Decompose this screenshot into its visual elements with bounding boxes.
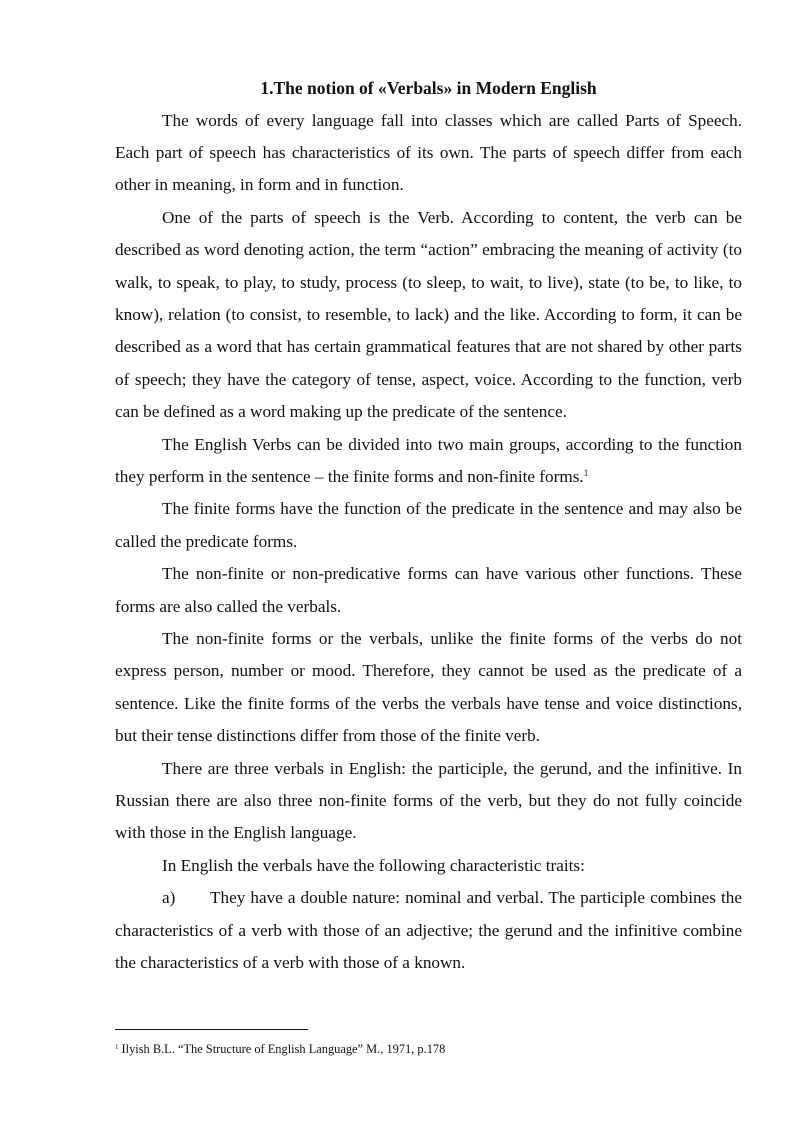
paragraph-parts-of-speech: The words of every language fall into classes which are called Parts of Speech. Each part of speech has characteristics of its own. The parts of speech differ from each other in meaning, in form and in function. — [115, 110, 742, 195]
paragraph-finite-forms: The finite forms have the function of the predicate in the sentence and may also be called the predicate forms. — [115, 499, 742, 551]
paragraph-verb-groups-text: The English Verbs can be divided into two main groups, according to the function they perform in the sentence – the finite forms and non-finite forms. — [115, 434, 742, 486]
paragraph-verb-groups — [115, 429, 742, 494]
paragraph-non-finite-forms: The non-finite or non-predicative forms can have various other functions. These forms are also called the verbals. — [115, 564, 742, 616]
list-item-marker: a) — [162, 888, 176, 908]
document-page — [115, 72, 742, 979]
paragraph-traits-intro: In English the verbals have the following characteristic traits: — [162, 855, 585, 875]
footnote-number: 1 — [115, 1043, 119, 1051]
list-item — [115, 882, 742, 979]
footnote — [115, 1041, 445, 1057]
paragraph-verbals-properties: The non-finite forms or the verbals, unlike the finite forms of the verbs do not express person, number or mood. Therefore, they cannot be used as the predicate of a sentence. Like the finite forms of the verbs the verbals have tense and voice distinctions, but their tense distinctions differ from those of the finite verb. — [115, 629, 742, 746]
footnote-divider — [115, 1029, 308, 1030]
list-item-text: They have a double nature: nominal and verbal. The participle combines the characteristics of a verb with those of an adjective; the gerund and the infinitive combine the characteristics of a verb with those of a known. — [115, 888, 742, 973]
paragraph-three-verbals: There are three verbals in English: the participle, the gerund, and the infinitive. In Russian there are also three non-finite forms of the verb, but they do not fully coincide with those in the English language. — [115, 758, 742, 843]
paragraph-verb-definition: One of the parts of speech is the Verb. According to content, the verb can be described as word denoting action, the term “action” embracing the meaning of activity (to walk, to speak, to play, to study, process (to sleep, to wait, to live), state (to be, to like, to know), relation (to consist, to resemble, to lack) and the like. According to form, it can be described as a word that has certain grammatical features that are not shared by other parts of speech; they have the category of tense, aspect, voice. According to the function, verb can be defined as a word making up the predicate of the sentence. — [115, 207, 742, 422]
footnote-reference[interactable]: 1 — [583, 467, 589, 478]
page-title: 1.The notion of «Verbals» in Modern English — [260, 78, 597, 98]
footnote-text: Ilyish B.L. “The Structure of English Language” M., 1971, p.178 — [121, 1042, 446, 1056]
